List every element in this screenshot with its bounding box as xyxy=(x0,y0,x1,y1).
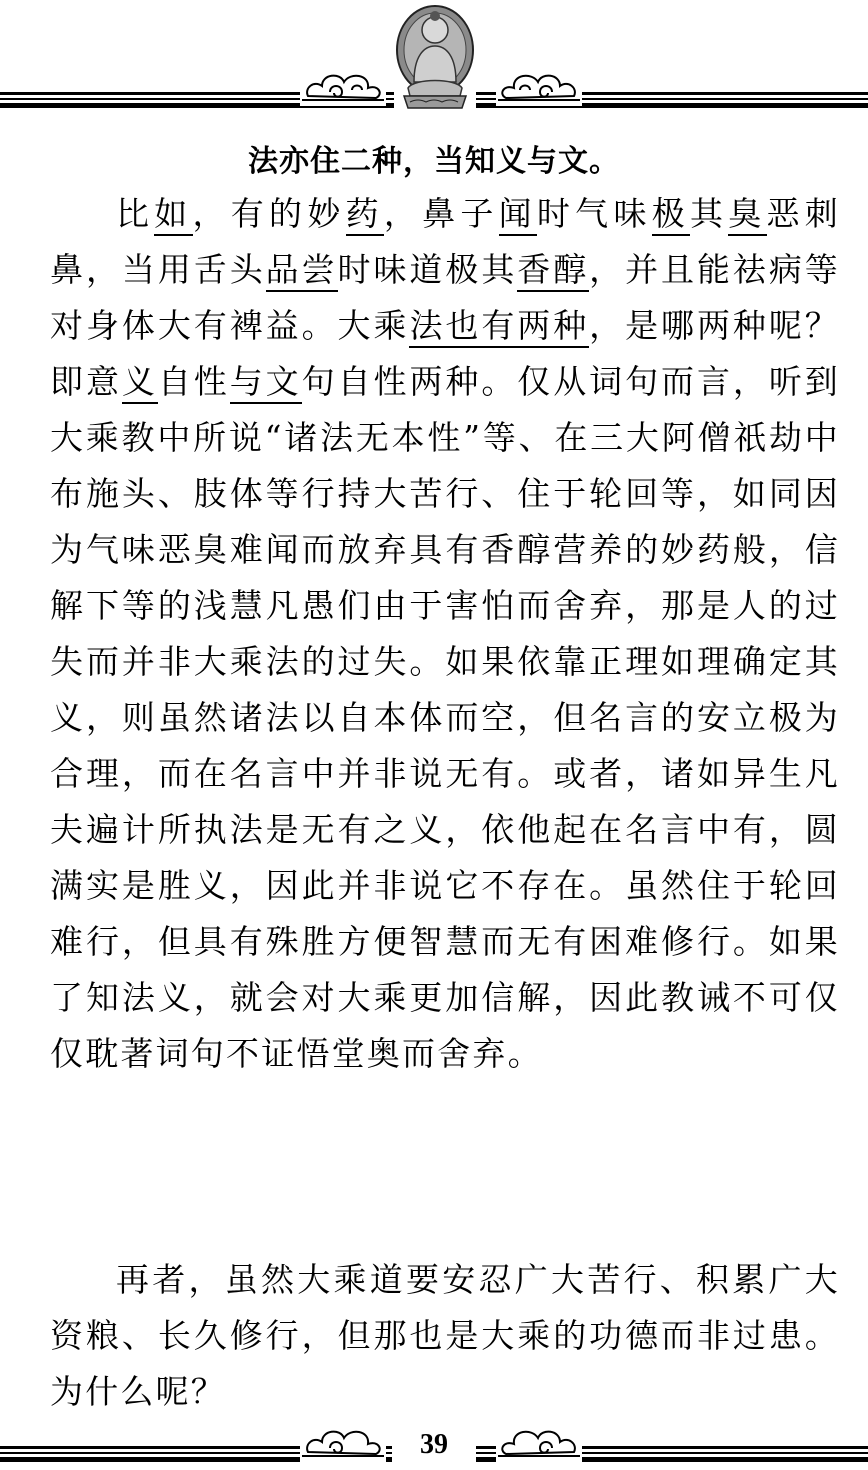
page-number: 39 xyxy=(420,1429,448,1460)
text-run: ，并且能祛病等对身体大有裨益。大乘 xyxy=(50,250,841,345)
cloud-left-icon xyxy=(300,66,386,106)
text-run: 时味道极其 xyxy=(337,250,518,289)
text-run: 恶刺鼻，当用舌头 xyxy=(50,194,840,289)
underlined-phrase: 法也有两种 xyxy=(409,306,589,348)
underlined-phrase: 如 xyxy=(154,194,192,236)
cloud-right-icon xyxy=(496,66,582,106)
underlined-phrase: 品尝 xyxy=(266,250,338,292)
text-run: 其 xyxy=(689,194,729,233)
underlined-phrase: 与文 xyxy=(230,362,302,404)
underlined-phrase: 香醇 xyxy=(517,250,589,292)
underlined-phrase: 药 xyxy=(346,194,384,236)
footer-cloud-right-icon xyxy=(496,1422,582,1462)
paragraph-2: 再者，虽然大乘道要安忍广大苦行、积累广大资粮、长久修行，但那也是大乘的功德而非过患。为什么呢？ xyxy=(50,1260,840,1411)
buddha-image-icon xyxy=(394,4,476,112)
text-run: 自性 xyxy=(157,362,230,401)
text-run: ，鼻子 xyxy=(383,194,499,233)
underlined-phrase: 极 xyxy=(652,194,690,236)
verse-line: 法亦住二种，当知义与文。 xyxy=(248,144,620,179)
text-run: 句自性两种。仅从词句而言，听到大乘教中所说“诸法无本性”等、在三大阿僧祇劫中布施头、肢体等行持大苦行、住于轮回等，如同因为气味恶臭难闻而放弃具有香醇营养的妙药般，信解下等的浅慧凡愚们由于害怕而舍弃，那是人的过失而并非大乘法的过失。如果依靠正理如理确定其义，则虽然诸法以自本体而空，但名言的安立极为合理，而在名言中并非说无有。或者，诸如异生凡夫遍计所执法是无有之义，依他起在名言中有，圆满实是胜义，因此并非说它不存在。虽然住于轮回难行，但具有殊胜方便智慧而无有困难修行。如果了知法义，就会对大乘更加信解，因此教诫不可仅仅耽著词句不证悟堂奥而舍弃。 xyxy=(50,362,841,1073)
paragraph-1 xyxy=(50,186,840,1082)
underlined-phrase: 义 xyxy=(122,362,158,404)
text-run: ，是哪两种呢？即意 xyxy=(50,306,841,401)
underlined-phrase: 闻 xyxy=(499,194,537,236)
header-ornament xyxy=(0,0,868,118)
text-run: ，有的妙 xyxy=(192,194,346,233)
footer-cloud-left-icon xyxy=(300,1422,386,1462)
text-run: 比 xyxy=(116,194,155,233)
text-run: 时气味 xyxy=(536,194,652,233)
underlined-phrase: 臭 xyxy=(728,194,766,236)
